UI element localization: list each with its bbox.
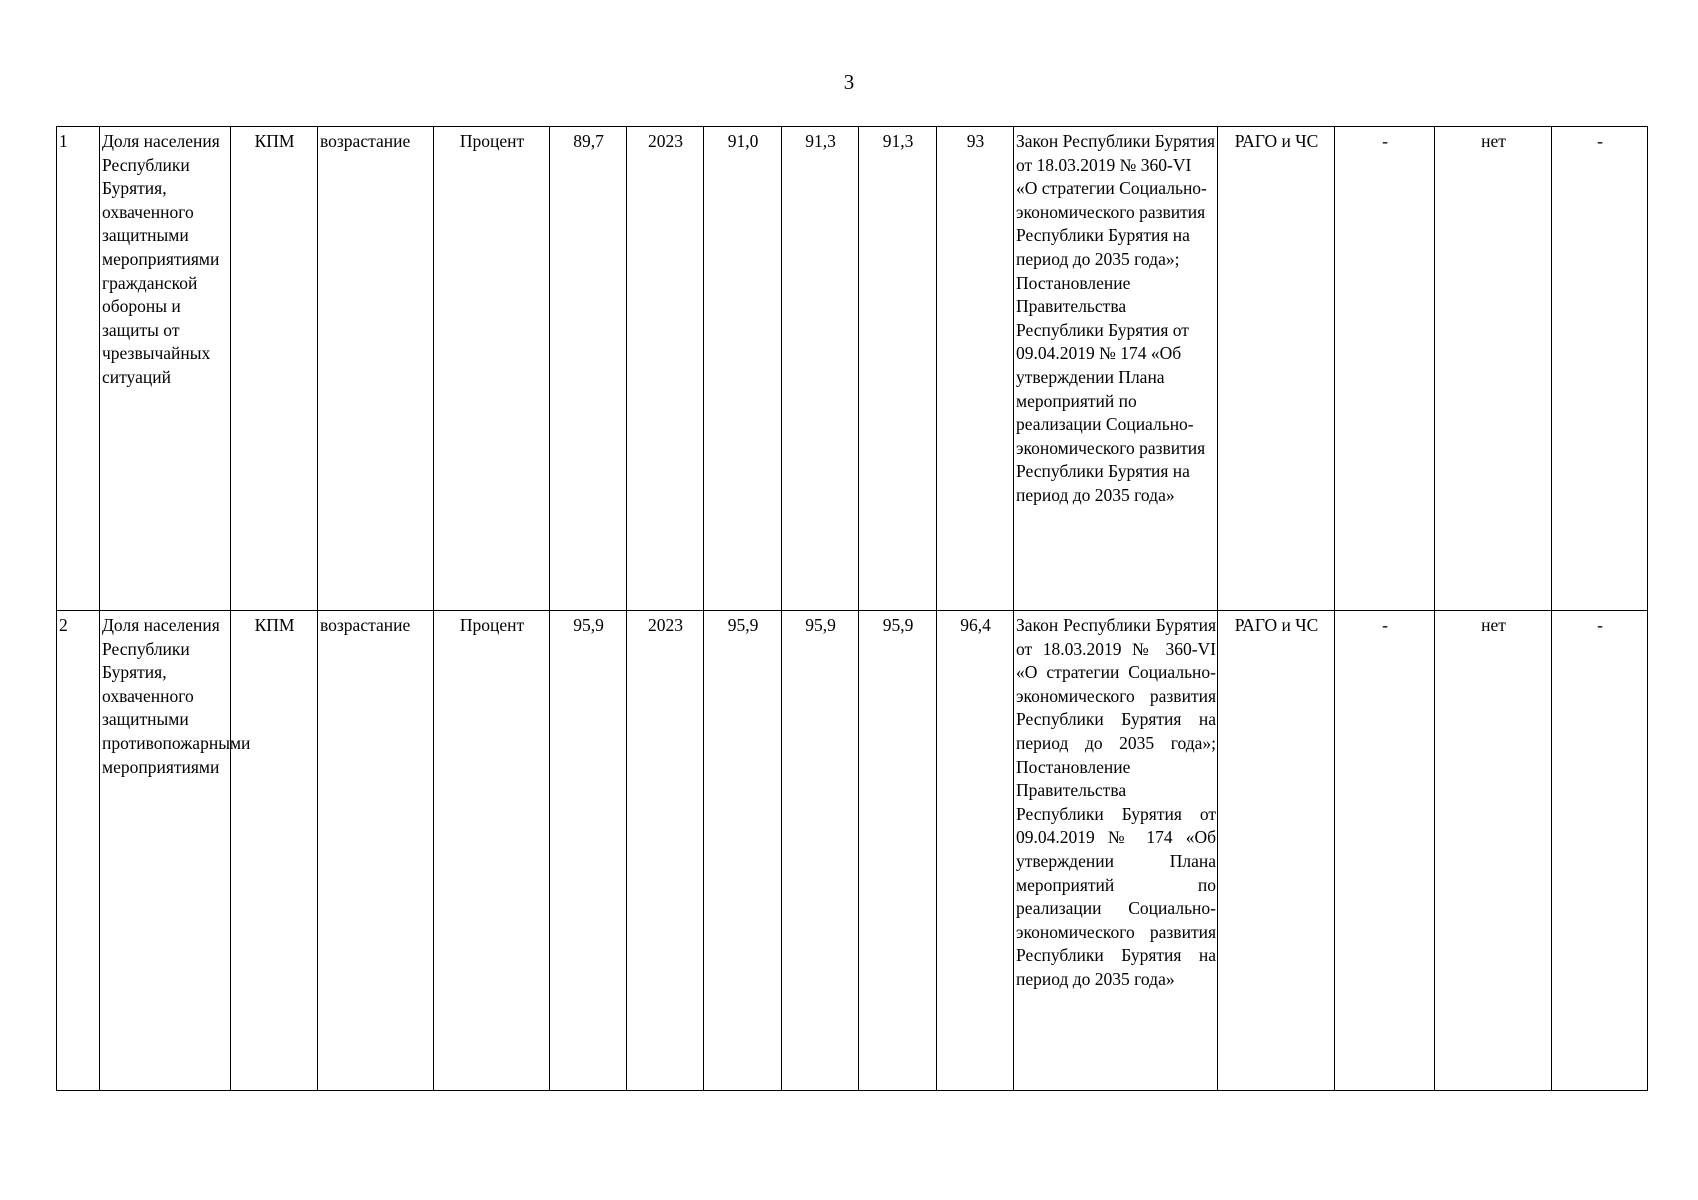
col-16-cell: -	[1552, 611, 1648, 1091]
col-16-cell: -	[1552, 127, 1648, 611]
table-row	[57, 127, 1648, 611]
value-1-cell: 91,0	[704, 127, 782, 611]
col-15-cell: нет	[1435, 127, 1552, 611]
indicator-name-cell: Доля населения Республики Бурятия, охваченного защитными мероприятиями гражданской обороны и защиты от чрезвычайных ситуаций	[100, 127, 231, 611]
value-4-cell: 96,4	[937, 611, 1014, 1091]
value-4-cell: 93	[937, 127, 1014, 611]
responsible-cell: РАГО и ЧС	[1218, 611, 1335, 1091]
value-2-cell: 91,3	[782, 127, 859, 611]
trend-cell: возрастание	[318, 611, 434, 1091]
responsible-cell: РАГО и ЧС	[1218, 127, 1335, 611]
row-number-cell: 2	[57, 611, 100, 1091]
base-year-cell: 2023	[627, 127, 704, 611]
col-14-cell: -	[1335, 127, 1435, 611]
indicator-name-cell: Доля населения Республики Бурятия, охваченного защитными противопожарными мероприятиями	[100, 611, 231, 1091]
value-2-cell: 95,9	[782, 611, 859, 1091]
value-1-cell: 95,9	[704, 611, 782, 1091]
trend-cell: возрастание	[318, 127, 434, 611]
level-cell: КПМ	[231, 127, 318, 611]
table-row	[57, 611, 1648, 1091]
col-15-cell: нет	[1435, 611, 1552, 1091]
unit-cell: Процент	[434, 127, 550, 611]
unit-cell: Процент	[434, 611, 550, 1091]
base-year-cell: 2023	[627, 611, 704, 1091]
document-cell: Закон Республики Бурятия от 18.03.2019 № 360-VI «О стратегии Социально-экономического развития Республики Бурятия на период до 2035 года»; Постановление Правительства Республики Бурятия от 09.04.2019 № 174 «Об утверждении Плана мероприятий по реализации Социально-экономического развития Республики Бурятия на период до 2035 года»	[1014, 611, 1218, 1091]
row-number-cell: 1	[57, 127, 100, 611]
base-value-cell: 95,9	[550, 611, 627, 1091]
base-value-cell: 89,7	[550, 127, 627, 611]
col-14-cell: -	[1335, 611, 1435, 1091]
value-3-cell: 95,9	[859, 611, 937, 1091]
indicators-table	[56, 126, 1648, 1091]
value-3-cell: 91,3	[859, 127, 937, 611]
page-number: 3	[843, 70, 855, 94]
level-cell: КПМ	[231, 611, 318, 1091]
document-cell: Закон Республики Бурятия от 18.03.2019 № 360-VI «О стратегии Социально-экономического развития Республики Бурятия на период до 2035 года»; Постановление Правительства Республики Бурятия от 09.04.2019 № 174 «Об утверждении Плана мероприятий по реализации Социально-экономического развития Республики Бурятия на период до 2035 года»	[1014, 127, 1218, 611]
